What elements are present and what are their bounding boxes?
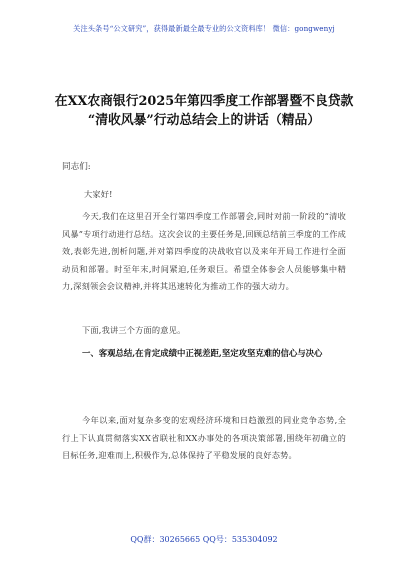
title-line-1: 在XX农商银行2025年第四季度工作部署暨不良贷款 [54, 94, 354, 109]
header-promo-note: 关注头条号“公文研究”，获得最新最全最专业的公文资料库！ 微信：gongwenyj [73, 24, 335, 33]
document-title [30, 92, 378, 130]
section-1-paragraph: 今年以来,面对复杂多变的宏观经济环境和日趋激烈的同业竞争态势,全行上下认真贯彻落实XX省联社和XX办事处的各项决策部署,围绕年初确立的目标任务,迎难而上,积极作为,总体保持了平稳发展的良好态势。 [62, 415, 346, 460]
greeting-paragraph: 大家好! [84, 189, 113, 199]
title-line-2: “清收风暴”行动总结会上的讲话（精品） [87, 113, 321, 128]
opening-paragraph: 今天,我们在这里召开全行第四季度工作部署会,同时对前一阶段的“清收风暴”专项行动进行总结。这次会议的主要任务是,回顾总结前三季度的工作成效,表彰先进,剖析问题,并对第四季度的决战收官以及来年开局工作进行全面动员和部署。时至年末,时间紧迫,任务艰巨。希望全体参会人员能够集中精力,深刻领会会议精神,并将其迅速转化为推动工作的强大动力。 [62, 211, 346, 291]
outline-paragraph: 下面,我讲三个方面的意见。 [82, 325, 186, 335]
footer-qq-contact: QQ群：30265665 QQ号：535304092 [130, 535, 278, 544]
salutation: 同志们: [62, 162, 91, 172]
section-heading-1: 一、客观总结,在肯定成绩中正视差距,坚定攻坚克难的信心与决心 [82, 348, 323, 358]
